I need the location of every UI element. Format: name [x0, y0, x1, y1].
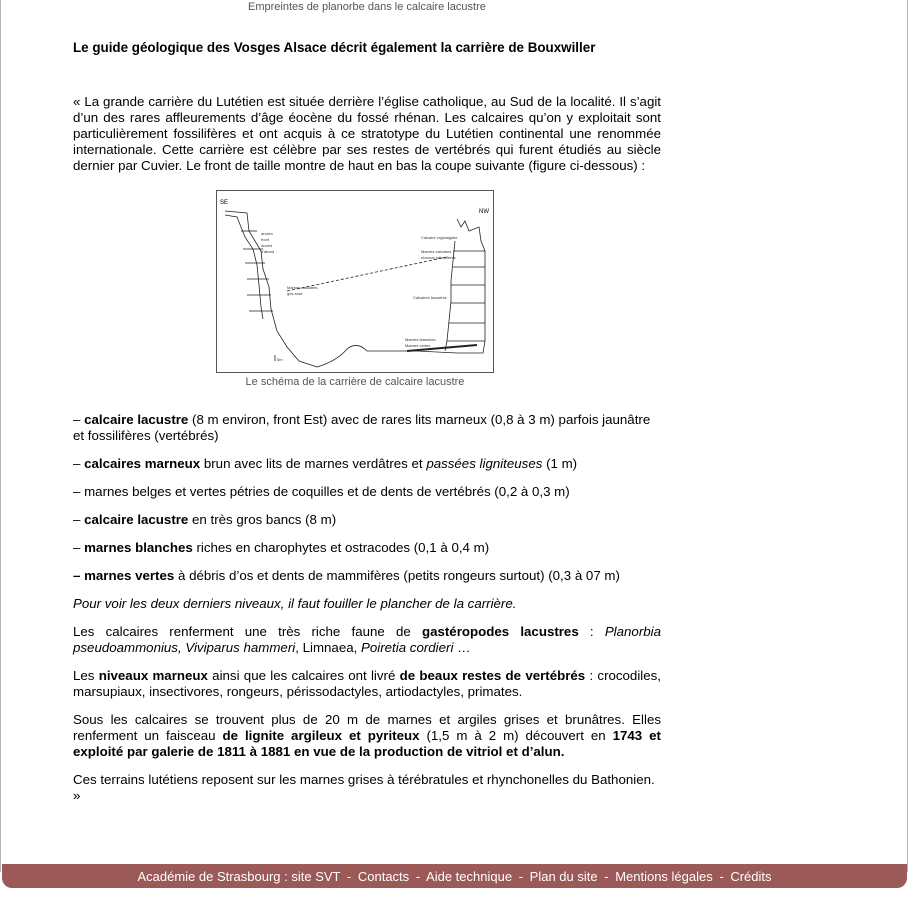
- svg-text:Marnes-calcaires: Marnes-calcaires: [287, 285, 318, 290]
- footer-link-aide-technique[interactable]: Aide technique: [426, 869, 513, 884]
- svg-text:d'abord: d'abord: [261, 249, 275, 254]
- svg-text:ancien: ancien: [261, 231, 273, 236]
- fauna-paragraph: Les calcaires renferment une très riche faune de gastéropodes lacustres : Planorbia pseudoammonius, Viviparus hammeri, Limnaea, Poiretia cordieri …: [73, 624, 661, 655]
- footer-separator: -: [518, 869, 524, 884]
- footer-link-academie[interactable]: Académie de Strasbourg : site SVT: [137, 869, 341, 884]
- label-nw: NW: [479, 209, 489, 215]
- article-content: [73, 40, 661, 816]
- list-item: – marnes vertes à débris d’os et dents de mammifères (petits rongeurs surtout) (0,3 à 07 m): [73, 568, 620, 583]
- footer-link-contacts[interactable]: Contacts: [357, 869, 410, 884]
- intro-paragraph: « La grande carrière du Lutétien est située derrière l’église catholique, au Sud de la localité. Il s’agit d’un des rares affleurements d’âge éocène du fossé rhénan. Les calcaires qu’on y exploitait sont particulièrement fossilifères et ont acquis à ce stratotype du Lutétien continental une renommée internationale. Cette carrière est célèbre par ses restes de vertébrés qui furent étudiés au siècle dernier par Cuvier. Le front de taille montre de haut en bas la coupe suivante (figure ci-dessous) :: [73, 94, 661, 173]
- svg-text:Calcaires lacustres: Calcaires lacustres: [413, 295, 447, 300]
- section-heading: Le guide géologique des Vosges Alsace décrit également la carrière de Bouxwiller: [73, 40, 596, 55]
- figure-caption: Le schéma de la carrière de calcaire lacustre: [245, 376, 465, 388]
- site-footer: [2, 864, 907, 888]
- svg-text:niveaux pétrolifères: niveaux pétrolifères: [421, 255, 456, 260]
- svg-text:front: front: [261, 237, 270, 242]
- footer-separator: -: [604, 869, 609, 884]
- footer-link-plan-du-site[interactable]: Plan du site: [529, 869, 598, 884]
- svg-text:Marnes blanches: Marnes blanches: [405, 337, 436, 342]
- svg-text:5m: 5m: [277, 357, 283, 362]
- svg-text:gris-rosé: gris-rosé: [287, 291, 303, 296]
- svg-text:Marnes vertes: Marnes vertes: [405, 343, 431, 348]
- strata-list: [73, 412, 661, 612]
- footer-separator: -: [415, 869, 421, 884]
- footer-link-mentions-legales[interactable]: Mentions légales: [615, 869, 713, 884]
- list-item: – calcaire lacustre (8 m environ, front Est) avec de rares lits marneux (0,8 à 3 m) parfois jaunâtre et fossilifères (vertébrés): [73, 412, 651, 443]
- list-item: – calcaire lacustre en très gros bancs (8 m): [73, 512, 337, 527]
- quarry-diagram: [216, 190, 494, 373]
- footer-separator: -: [719, 869, 724, 884]
- label-se: SE: [220, 200, 229, 206]
- list-item: – calcaires marneux brun avec lits de marnes verdâtres et passées ligniteuses (1 m): [73, 456, 578, 471]
- list-item: – marnes belges et vertes pétries de coquilles et de dents de vertébrés (0,2 à 0,3 m): [73, 484, 570, 499]
- list-item: – marnes blanches riches en charophytes et ostracodes (0,1 à 0,4 m): [73, 540, 490, 555]
- footer-separator: -: [346, 869, 352, 884]
- svg-text:Calcaire cryptalgaire: Calcaire cryptalgaire: [421, 235, 458, 240]
- vertebrates-paragraph: Les niveaux marneux ainsi que les calcaires ont livré de beaux restes de vertébrés : crocodiles, marsupiaux, insectivores, rongeurs, périssodactyles, artiodactyles, primates.: [73, 668, 661, 699]
- quarry-figure: [216, 190, 494, 389]
- note-paragraph: Pour voir les deux derniers niveaux, il faut fouiller le plancher de la carrière.: [73, 596, 517, 611]
- footer-link-credits[interactable]: Crédits: [730, 869, 772, 884]
- svg-text:ouvert: ouvert: [261, 243, 273, 248]
- quarry-cross-section-drawing: [217, 191, 493, 372]
- top-image-caption: Empreintes de planorbe dans le calcaire lacustre: [248, 1, 486, 13]
- svg-text:Marnes calcaires: Marnes calcaires: [421, 249, 452, 254]
- closing-paragraph: Ces terrains lutétiens reposent sur les marnes grises à térébratules et rhynchonelles du Bathonien. »: [73, 772, 655, 803]
- lignite-paragraph: Sous les calcaires se trouvent plus de 20 m de marnes et argiles grises et brunâtres. Elles renferment un faisceau de lignite argileux et pyriteux (1,5 m à 2 m) découvert en 1743 et exploité par galerie de 1811 à 1881 en vue de la production de vitriol et d’alun.: [73, 712, 661, 759]
